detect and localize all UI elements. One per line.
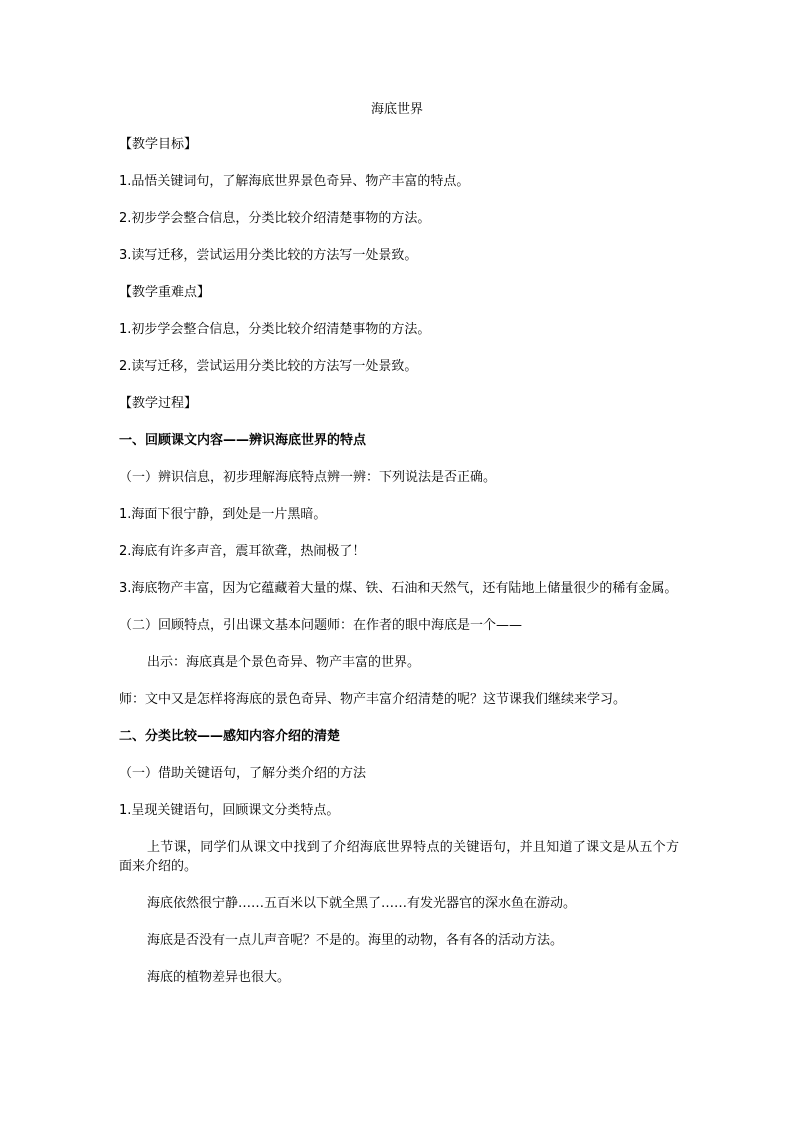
display-sentence: 出示：海底真是个景色奇异、物产丰富的世界。 [147,655,421,670]
process-part-1-heading: 一、回顾课文内容——辨识海底世界的特点 [119,433,367,448]
process-part-2-step-1: 1.呈现关键语句，回顾课文分类特点。 [119,803,340,818]
process-part-2-heading: 二、分类比较——感知内容介绍的清楚 [119,729,341,744]
key-point-item-1: 1.初步学会整合信息，分类比较介绍清楚事物的方法。 [119,322,431,337]
lesson-review-paragraph: 上节课，同学们从课文中找到了介绍海底世界特点的关键语句，并且知道了课文是从五个方面来介绍的。 [119,840,679,874]
section-heading-key-points: 【教学重难点】 [119,285,211,300]
document-body [119,135,679,1005]
section-heading-goals: 【教学目标】 [119,137,198,152]
process-part-1-sub-1: （一）辨识信息，初步理解海底特点辨一辨：下列说法是否正确。 [119,470,497,485]
section-heading-process: 【教学过程】 [119,396,198,411]
statement-item-1: 1.海面下很宁静，到处是一片黑暗。 [119,507,327,522]
key-point-item-2: 2.读写迁移，尝试运用分类比较的方法写一处景致。 [119,359,418,374]
goal-item-2: 2.初步学会整合信息，分类比较介绍清楚事物的方法。 [119,211,431,226]
teacher-question: 师：文中又是怎样将海底的景色奇异、物产丰富介绍清楚的呢？这节课我们继续来学习。 [119,692,627,707]
process-part-1-sub-2: （二）回顾特点，引出课文基本问题师：在作者的眼中海底是一个—— [119,618,523,633]
statement-item-3: 3.海底物产丰富，因为它蕴藏着大量的煤、铁、石油和天然气，还有陆地上储量很少的稀有金属。 [119,581,678,596]
key-sentence-3: 海底的植物差异也很大。 [147,970,291,985]
key-sentence-2: 海底是否没有一点儿声音呢？不是的。海里的动物，各有各的活动方法。 [147,933,564,948]
process-part-2-sub-1: （一）借助关键语句，了解分类介绍的方法 [119,766,367,781]
goal-item-3: 3.读写迁移，尝试运用分类比较的方法写一处景致。 [119,248,418,263]
goal-item-1: 1.品悟关键词句，了解海底世界景色奇异、物产丰富的特点。 [119,174,470,189]
document-title: 海底世界 [370,102,423,117]
key-sentence-1: 海底依然很宁静……五百米以下就全黑了……有发光器官的深水鱼在游动。 [147,896,577,911]
statement-item-2: 2.海底有许多声音，震耳欲聋，热闹极了！ [119,544,366,559]
